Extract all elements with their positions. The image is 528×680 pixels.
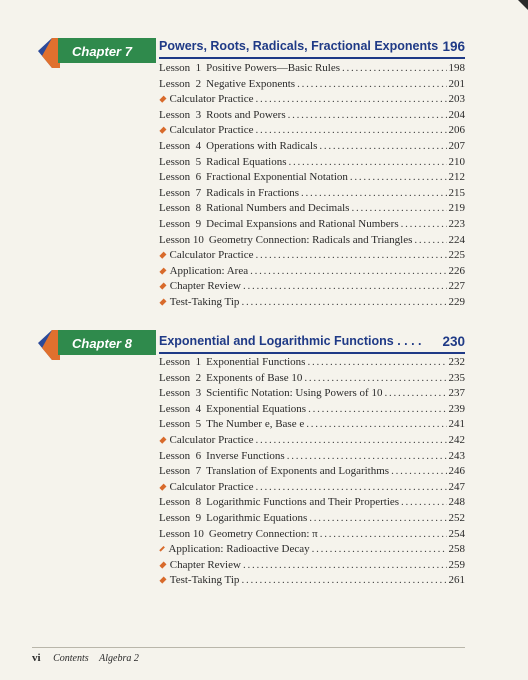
entry-page-number: 219 <box>448 202 465 215</box>
page-corner-mark <box>518 0 528 10</box>
toc-lesson-entry[interactable] <box>159 403 465 419</box>
dot-leader <box>243 559 447 571</box>
chapter-entries <box>159 62 465 312</box>
toc-feature-entry[interactable] <box>159 434 465 450</box>
dot-leader <box>312 543 447 555</box>
toc-feature-entry[interactable] <box>159 280 465 296</box>
toc-lesson-entry[interactable] <box>159 140 465 156</box>
entry-title: Calculator Practice <box>169 433 254 446</box>
entry-title: Operations with Radicals <box>206 139 318 152</box>
footer-book-title: Algebra 2 <box>99 653 139 664</box>
lesson-number: Lesson 10 <box>159 527 204 540</box>
toc-lesson-entry[interactable] <box>159 109 465 125</box>
dot-leader <box>304 372 446 384</box>
chapter-page-number: 230 <box>442 334 465 349</box>
diamond-bullet-icon <box>159 577 166 584</box>
entry-title: Calculator Practice <box>169 480 254 493</box>
toc-lesson-entry[interactable] <box>159 171 465 187</box>
toc-feature-entry[interactable] <box>159 124 465 140</box>
entry-page-number: 201 <box>448 77 465 90</box>
entry-title: Roots and Powers <box>206 108 286 121</box>
entry-page-number: 212 <box>448 171 465 184</box>
entry-title: Decimal Expansions and Rational Numbers <box>206 217 399 230</box>
toc-lesson-entry[interactable] <box>159 528 465 544</box>
entry-page-number: 229 <box>448 295 465 308</box>
footer-rule <box>32 647 465 648</box>
entry-title: Calculator Practice <box>169 93 254 106</box>
diamond-bullet-icon <box>159 283 166 290</box>
dot-leader <box>288 109 447 121</box>
diamond-bullet-icon <box>159 252 166 259</box>
toc-lesson-entry[interactable] <box>159 218 465 234</box>
lesson-number: Lesson 8 <box>159 202 202 215</box>
entry-title: Radicals in Fractions <box>206 186 300 199</box>
entry-title: Test-Taking Tip <box>169 574 240 587</box>
entry-page-number: 224 <box>448 233 465 246</box>
dot-leader <box>256 93 447 105</box>
lesson-number: Lesson 1 <box>159 62 202 74</box>
lesson-number: Lesson 6 <box>159 171 202 184</box>
entry-title: Radical Equations <box>206 155 287 168</box>
entry-title: The Number e, Base e <box>206 418 305 431</box>
dot-leader <box>401 218 447 230</box>
dot-leader <box>307 356 446 368</box>
dot-leader <box>287 450 447 462</box>
lesson-number: Lesson 10 <box>159 233 204 246</box>
chapter-entries <box>159 356 465 590</box>
chapter-page-number: 196 <box>442 39 465 54</box>
diamond-bullet-icon <box>159 483 166 490</box>
toc-lesson-entry[interactable] <box>159 156 465 172</box>
entry-page-number: 237 <box>448 387 465 400</box>
entry-title: Application: Radioactive Decay <box>168 543 310 556</box>
lesson-number: Lesson 3 <box>159 387 202 400</box>
chapter-label: Chapter 7 <box>72 44 132 59</box>
toc-feature-entry[interactable] <box>159 559 465 575</box>
dot-leader <box>256 481 447 493</box>
entry-page-number: 254 <box>448 527 465 540</box>
entry-title: Logarithmic Functions and Their Properties <box>206 496 400 509</box>
entry-title: Geometry Connection: Radicals and Triangles <box>208 233 413 246</box>
entry-title: Inverse Functions <box>206 449 285 462</box>
toc-lesson-entry[interactable] <box>159 372 465 388</box>
diamond-bullet-icon <box>159 267 166 274</box>
toc-feature-entry[interactable] <box>159 93 465 109</box>
lesson-number: Lesson 6 <box>159 449 202 462</box>
entry-title: Test-Taking Tip <box>169 295 240 308</box>
diamond-bullet-icon <box>159 437 166 444</box>
dot-leader <box>320 528 447 540</box>
dot-leader <box>297 78 446 90</box>
dot-leader <box>250 265 446 277</box>
dot-leader <box>391 465 446 477</box>
dot-leader <box>241 574 446 586</box>
dot-leader <box>256 124 447 136</box>
chapter-tab <box>38 38 156 68</box>
dot-leader <box>289 156 447 168</box>
lesson-number: Lesson 4 <box>159 139 202 152</box>
dot-leader <box>350 171 447 183</box>
chapter-title[interactable]: Powers, Roots, Radicals, Fractional Exponents 196 <box>159 39 465 54</box>
lesson-number: Lesson 2 <box>159 77 202 90</box>
toc-lesson-entry[interactable] <box>159 356 465 372</box>
dot-leader <box>342 62 446 74</box>
entry-page-number: 210 <box>448 155 465 168</box>
entry-page-number: 223 <box>448 217 465 230</box>
entry-page-number: 247 <box>448 480 465 493</box>
entry-page-number: 259 <box>448 558 465 571</box>
toc-lesson-entry[interactable] <box>159 418 465 434</box>
entry-page-number: 225 <box>448 249 465 262</box>
dot-leader <box>351 202 446 214</box>
entry-title: Scientific Notation: Using Powers of 10 <box>206 387 383 400</box>
diamond-bullet-icon <box>159 561 166 568</box>
toc-feature-entry[interactable] <box>159 249 465 265</box>
lesson-number: Lesson 8 <box>159 496 202 509</box>
lesson-number: Lesson 1 <box>159 356 202 368</box>
toc-lesson-entry[interactable] <box>159 465 465 481</box>
lesson-number: Lesson 5 <box>159 418 202 431</box>
dot-leader <box>256 249 447 261</box>
entry-page-number: 232 <box>448 356 465 368</box>
lesson-number: Lesson 7 <box>159 186 202 199</box>
entry-title: Translation of Exponents and Logarithms <box>206 465 390 478</box>
diamond-bullet-icon <box>159 546 165 552</box>
entry-page-number: 207 <box>448 139 465 152</box>
toc-lesson-entry[interactable] <box>159 496 465 512</box>
entry-page-number: 204 <box>448 108 465 121</box>
entry-page-number: 206 <box>448 124 465 137</box>
dot-leader <box>384 387 446 399</box>
footer-page-numeral: vi <box>32 652 41 664</box>
entry-page-number: 261 <box>448 574 465 587</box>
entry-title: Logarithmic Equations <box>206 511 308 524</box>
page-footer <box>32 652 147 664</box>
footer-section: Contents <box>53 653 89 664</box>
toc-lesson-entry[interactable] <box>159 450 465 466</box>
entry-title: Exponential Functions <box>206 356 306 368</box>
lesson-number: Lesson 3 <box>159 108 202 121</box>
entry-page-number: 252 <box>448 511 465 524</box>
toc-feature-entry[interactable] <box>159 574 465 590</box>
entry-title: Exponents of Base 10 <box>206 371 303 384</box>
dot-leader <box>256 434 447 446</box>
entry-page-number: 242 <box>448 433 465 446</box>
dot-leader <box>401 496 446 508</box>
entry-title: Positive Powers—Basic Rules <box>206 62 341 74</box>
chapter-rule <box>159 352 465 354</box>
entry-page-number: 239 <box>448 402 465 415</box>
dot-leader <box>241 296 446 308</box>
diamond-bullet-icon <box>159 298 166 305</box>
toc-feature-entry[interactable] <box>159 265 465 281</box>
dot-leader <box>414 234 446 246</box>
lesson-number: Lesson 9 <box>159 217 202 230</box>
entry-title: Calculator Practice <box>169 124 254 137</box>
dot-leader <box>306 418 446 430</box>
chapter-title[interactable]: Exponential and Logarithmic Functions . . . . 230 <box>159 334 465 349</box>
entry-title: Calculator Practice <box>169 249 254 262</box>
toc-feature-entry[interactable] <box>159 296 465 312</box>
entry-title: Chapter Review <box>169 558 241 571</box>
lesson-number: Lesson 5 <box>159 155 202 168</box>
toc-lesson-entry[interactable] <box>159 62 465 78</box>
toc-lesson-entry[interactable] <box>159 512 465 528</box>
toc-feature-entry[interactable] <box>159 481 465 497</box>
lesson-number: Lesson 4 <box>159 402 202 415</box>
entry-page-number: 243 <box>448 449 465 462</box>
entry-page-number: 235 <box>448 371 465 384</box>
toc-feature-entry[interactable] <box>159 543 465 559</box>
dot-leader <box>308 403 446 415</box>
toc-lesson-entry[interactable] <box>159 387 465 403</box>
entry-title: Fractional Exponential Notation <box>206 171 348 184</box>
entry-title: Exponential Equations <box>206 402 307 415</box>
lesson-number: Lesson 9 <box>159 511 202 524</box>
entry-title: Application: Area <box>169 264 249 277</box>
lesson-number: Lesson 2 <box>159 371 202 384</box>
entry-title: Negative Exponents <box>206 77 296 90</box>
entry-page-number: 246 <box>448 465 465 478</box>
diamond-bullet-icon <box>159 96 166 103</box>
entry-page-number: 227 <box>448 280 465 293</box>
dot-leader <box>319 140 446 152</box>
entry-page-number: 203 <box>448 93 465 106</box>
toc-lesson-entry[interactable] <box>159 78 465 94</box>
dot-leader <box>301 187 446 199</box>
entry-page-number: 215 <box>448 186 465 199</box>
entry-page-number: 248 <box>448 496 465 509</box>
dot-leader <box>309 512 446 524</box>
toc-lesson-entry[interactable] <box>159 187 465 203</box>
entry-page-number: 258 <box>448 543 465 556</box>
toc-lesson-entry[interactable] <box>159 202 465 218</box>
chapter-label: Chapter 8 <box>72 336 132 351</box>
chapter-rule <box>159 57 465 59</box>
toc-lesson-entry[interactable] <box>159 234 465 250</box>
entry-title: Chapter Review <box>169 280 241 293</box>
dot-leader <box>243 280 447 292</box>
entry-title: Geometry Connection: π <box>208 527 318 540</box>
lesson-number: Lesson 7 <box>159 465 202 478</box>
chapter-tab <box>38 330 156 360</box>
entry-page-number: 241 <box>448 418 465 431</box>
entry-title: Rational Numbers and Decimals <box>206 202 350 215</box>
diamond-bullet-icon <box>159 127 166 134</box>
entry-page-number: 198 <box>448 62 465 74</box>
entry-page-number: 226 <box>448 264 465 277</box>
